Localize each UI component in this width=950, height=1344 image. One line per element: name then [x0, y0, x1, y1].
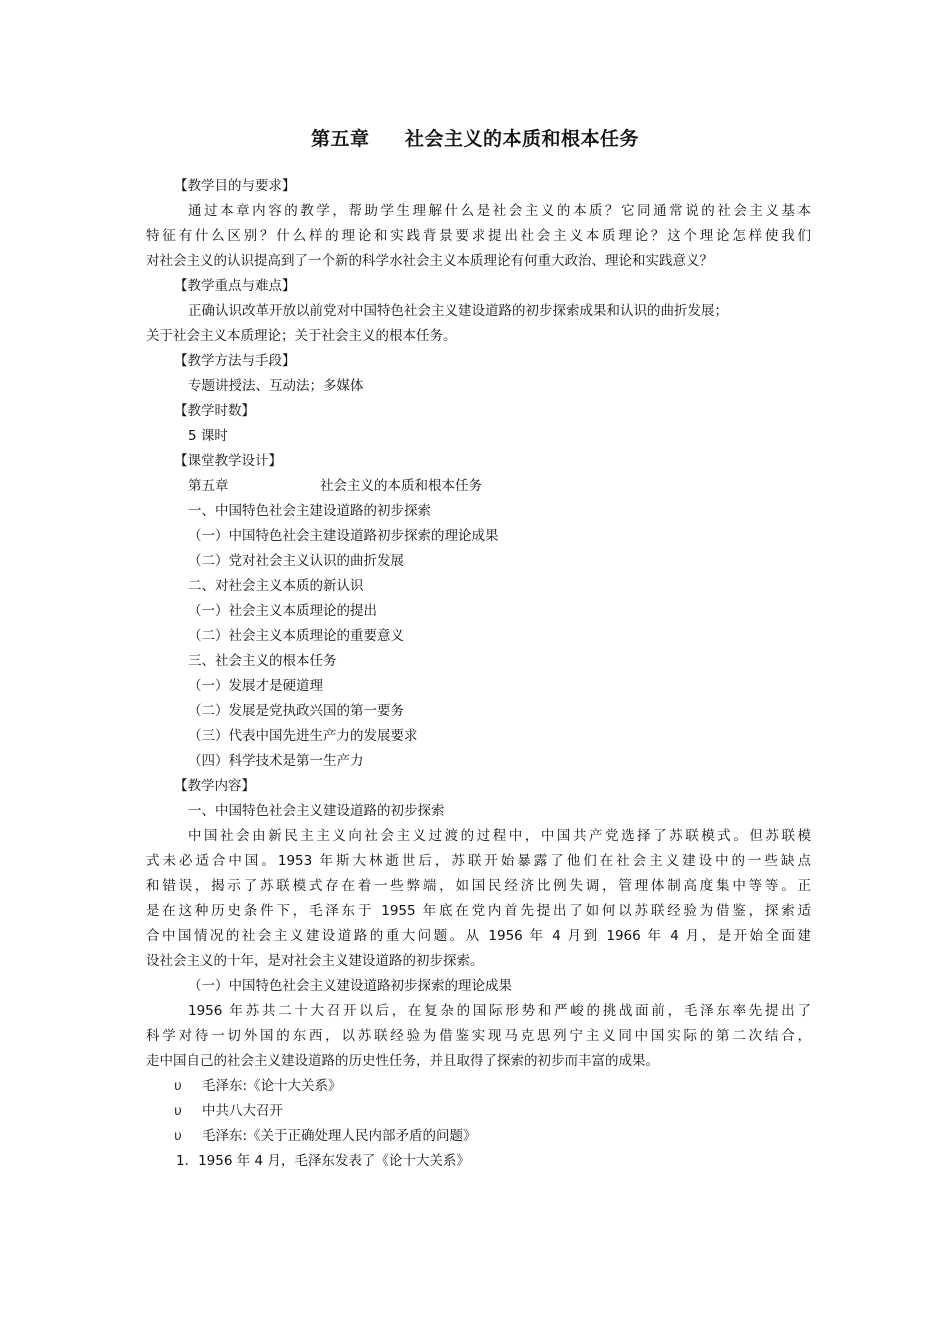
- subsection-heading: （一）中国特色社会主义建设道路初步探索的理论成果: [188, 978, 512, 994]
- paragraph-line: 中国社会由新民主主义向社会主义过渡的过程中，中国共产党选择了苏联模式。但苏联模: [188, 828, 811, 844]
- page-title: 第五章 社会主义的本质和根本任务: [310, 128, 640, 150]
- objectives-line: 对社会主义的认识提高到了一个新的科学水社会主义本质理论有何重大政治、理论和实践意义？: [146, 253, 713, 269]
- hours-heading: 【教学时数】: [174, 403, 255, 419]
- design-chapter-label: 第五章: [188, 478, 229, 494]
- outline-item: （一）社会主义本质理论的提出: [188, 603, 377, 619]
- bullet-item: [146, 1099, 811, 1124]
- paragraph-line: 是在这种历史条件下，毛泽东于 1955 年底在党内首先提出了如何以苏联经验为借鉴，探索适: [146, 903, 811, 919]
- outline-item: （二）发展是党执政兴国的第一要务: [188, 703, 404, 719]
- bullet-icon: υ: [174, 1103, 182, 1119]
- bullet-text: 毛泽东:《关于正确处理人民内部矛盾的问题》: [202, 1128, 477, 1144]
- objectives-line: 特征有什么区别？什么样的理论和实践背景要求提出社会主义本质理论？这个理论怎样使我们: [146, 228, 811, 244]
- outline-item: 二、对社会主义本质的新认识: [188, 578, 364, 594]
- outline-item: 三、社会主义的根本任务: [188, 653, 337, 669]
- outline-item: 一、中国特色社会主建设道路的初步探索: [188, 503, 431, 519]
- paragraph-line: 科学对待一切外国的东西，以苏联经验为借鉴实现马克思列宁主义同中国实际的第二次结合，: [146, 1028, 811, 1044]
- bullet-item: [146, 1074, 811, 1099]
- design-heading: 【课堂教学设计】: [174, 453, 282, 469]
- outline-item: （二）党对社会主义认识的曲折发展: [188, 553, 404, 569]
- paragraph-line: 合中国情况的社会主义建设道路的重大问题。从 1956 年 4 月到 1966 年 4 月，是开始全面建: [146, 928, 811, 944]
- outline-item: （四）科学技术是第一生产力: [188, 753, 364, 769]
- bullet-icon: υ: [174, 1128, 182, 1144]
- objectives-line: 通过本章内容的教学，帮助学生理解什么是社会主义的本质？它同通常说的社会主义基本: [188, 203, 811, 219]
- key-points-heading: 【教学重点与难点】: [174, 278, 296, 294]
- paragraph-line: 式未必适合中国。1953 年斯大林逝世后，苏联开始暴露了他们在社会主义建设中的一些缺点: [146, 853, 811, 869]
- numbered-item: 1．1956 年 4 月，毛泽东发表了《论十大关系》: [176, 1153, 470, 1169]
- objectives-heading: 【教学目的与要求】: [174, 178, 296, 194]
- outline-item: （三）代表中国先进生产力的发展要求: [188, 728, 418, 744]
- design-chapter-line: [146, 474, 811, 499]
- key-points-line: 正确认识改革开放以前党对中国特色社会主义建设道路的初步探索成果和认识的曲折发展；: [188, 303, 728, 319]
- contents-heading: 【教学内容】: [174, 778, 255, 794]
- paragraph-line: 走中国自己的社会主义建设道路的历史性任务，并且取得了探索的初步而丰富的成果。: [146, 1053, 659, 1069]
- section-heading: 一、中国特色社会主义建设道路的初步探索: [188, 803, 445, 819]
- bullet-item: [146, 1124, 811, 1149]
- paragraph-line: 和错误，揭示了苏联模式存在着一些弊端，如国民经济比例失调，管理体制高度集中等等。正: [146, 878, 811, 894]
- document-body: [146, 174, 811, 1174]
- design-chapter-title: 社会主义的本质和根本任务: [320, 478, 482, 494]
- paragraph-line: 设社会主义的十年，是对社会主义建设道路的初步探索。: [146, 953, 484, 969]
- bullet-icon: υ: [174, 1078, 182, 1094]
- methods-text: 专题讲授法、互动法；多媒体: [188, 378, 364, 394]
- bullet-text: 毛泽东:《论十大关系》: [202, 1078, 342, 1094]
- hours-text: 5 课时: [188, 428, 228, 444]
- methods-heading: 【教学方法与手段】: [174, 353, 296, 369]
- outline-item: （一）中国特色社会主建设道路初步探索的理论成果: [188, 528, 499, 544]
- bullet-text: 中共八大召开: [202, 1103, 283, 1119]
- key-points-line: 关于社会主义本质理论；关于社会主义的根本任务。: [146, 328, 457, 344]
- paragraph-line: 1956 年苏共二十大召开以后，在复杂的国际形势和严峻的挑战面前，毛泽东率先提出了: [188, 1003, 811, 1019]
- outline-item: （二）社会主义本质理论的重要意义: [188, 628, 404, 644]
- outline-item: （一）发展才是硬道理: [188, 678, 323, 694]
